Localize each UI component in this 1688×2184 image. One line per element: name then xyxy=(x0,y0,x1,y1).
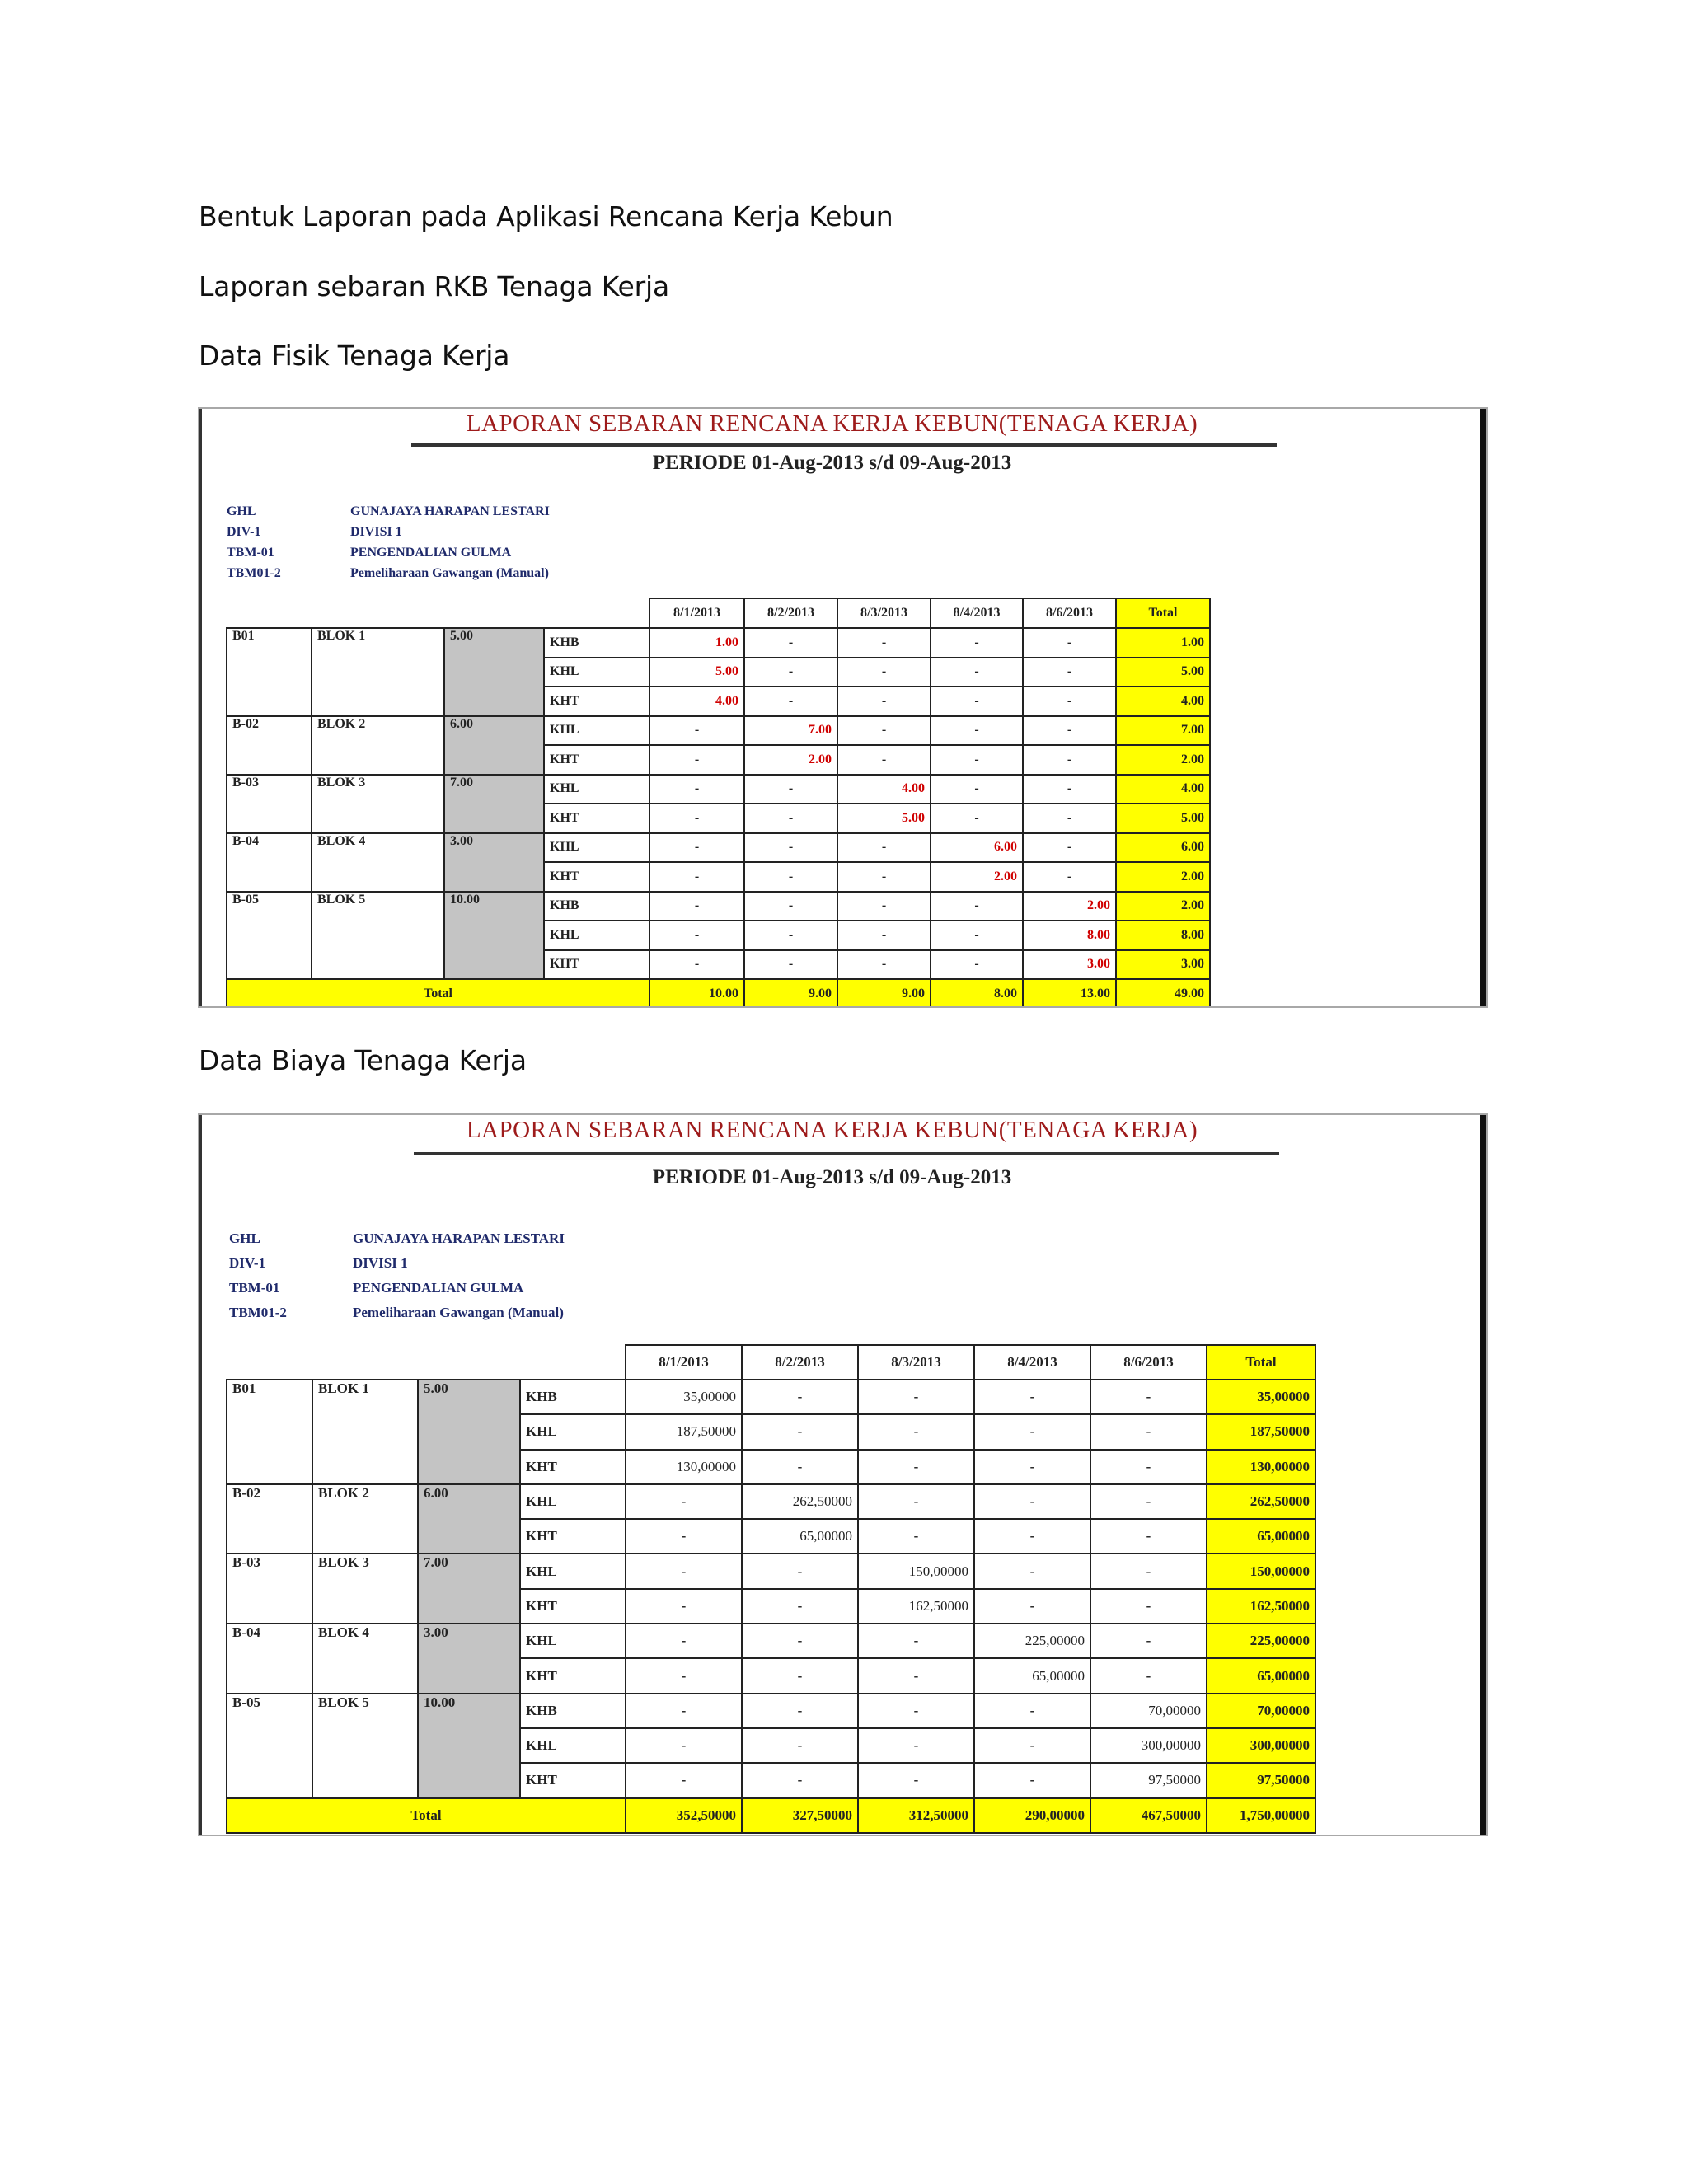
document-subheading: Laporan sebaran RKB Tenaga Kerja xyxy=(199,270,670,302)
report-title: LAPORAN SEBARAN RENCANA KERJA KEBUN(TENAGA KERJA) xyxy=(466,1117,1198,1143)
cell-value: - xyxy=(974,1519,1090,1554)
table-header-row xyxy=(227,598,1210,628)
meta-code: TBM-01 xyxy=(227,546,274,560)
cell-value: - xyxy=(649,716,744,746)
cell-value: - xyxy=(742,1658,858,1693)
row-total: 4.00 xyxy=(1116,775,1210,804)
cell-value: - xyxy=(744,950,837,980)
cell-value: - xyxy=(931,804,1023,833)
block-area: 7.00 xyxy=(444,775,544,833)
row-total: 65,00000 xyxy=(1207,1519,1315,1554)
cell-value: - xyxy=(931,921,1023,950)
labor-type: KHL xyxy=(544,833,649,863)
cell-value: - xyxy=(931,775,1023,804)
cell-value: - xyxy=(626,1658,742,1693)
header-date: 8/1/2013 xyxy=(649,598,744,628)
total-label: Total xyxy=(227,979,649,1008)
cell-value: - xyxy=(837,658,931,687)
report-title: LAPORAN SEBARAN RENCANA KERJA KEBUN(TENAGA KERJA) xyxy=(466,410,1198,437)
labor-type: KHT xyxy=(544,745,649,775)
block-area: 6.00 xyxy=(444,716,544,775)
cell-value: - xyxy=(742,1763,858,1797)
block-name: BLOK 3 xyxy=(312,1554,418,1624)
block-code: B-05 xyxy=(227,1694,312,1798)
cell-value: 262,50000 xyxy=(742,1484,858,1519)
labor-type: KHT xyxy=(544,804,649,833)
cell-value: - xyxy=(626,1624,742,1658)
table-row xyxy=(227,833,1210,863)
column-total: 9.00 xyxy=(837,979,931,1008)
cell-value: 35,00000 xyxy=(626,1380,742,1414)
column-total: 352,50000 xyxy=(626,1798,742,1833)
column-total: 290,00000 xyxy=(974,1798,1090,1833)
labor-type: KHT xyxy=(520,1658,626,1693)
header-spacer xyxy=(227,598,649,628)
report-frame-left xyxy=(199,1115,202,1835)
title-rule xyxy=(414,1152,1279,1155)
table-row xyxy=(227,628,1210,658)
row-total: 225,00000 xyxy=(1207,1624,1315,1658)
cell-value: - xyxy=(837,833,931,863)
header-date: 8/2/2013 xyxy=(742,1345,858,1380)
cell-value: - xyxy=(1023,804,1116,833)
block-code: B-02 xyxy=(227,1484,312,1554)
cell-value: - xyxy=(744,921,837,950)
cell-value: - xyxy=(649,921,744,950)
meta-code: GHL xyxy=(227,504,256,518)
meta-name: DIVISI 1 xyxy=(353,1255,408,1271)
block-code: B01 xyxy=(227,628,312,716)
cell-value: - xyxy=(649,892,744,921)
labor-type: KHT xyxy=(544,950,649,980)
cell-value: 300,00000 xyxy=(1090,1728,1207,1763)
labor-type: KHT xyxy=(544,862,649,892)
cell-value: - xyxy=(649,804,744,833)
cell-value: - xyxy=(1090,1450,1207,1484)
table-row xyxy=(227,1380,1315,1414)
cell-value: - xyxy=(742,1414,858,1449)
cell-value: - xyxy=(1090,1519,1207,1554)
row-total: 4.00 xyxy=(1116,687,1210,716)
cell-value: 5.00 xyxy=(649,658,744,687)
block-area: 3.00 xyxy=(444,833,544,892)
meta-code: DIV-1 xyxy=(227,525,261,539)
cell-value: - xyxy=(837,892,931,921)
labor-type: KHL xyxy=(520,1414,626,1449)
cell-value: - xyxy=(858,1658,974,1693)
meta-name: Pemeliharaan Gawangan (Manual) xyxy=(350,566,549,580)
labor-type: KHT xyxy=(520,1450,626,1484)
cell-value: - xyxy=(1090,1624,1207,1658)
cell-value: 162,50000 xyxy=(858,1589,974,1624)
cell-value: - xyxy=(837,687,931,716)
cell-value: 150,00000 xyxy=(858,1554,974,1588)
cell-value: 2.00 xyxy=(744,745,837,775)
block-code: B-03 xyxy=(227,1554,312,1624)
labor-type: KHT xyxy=(520,1763,626,1797)
cell-value: - xyxy=(1023,745,1116,775)
cell-value: - xyxy=(744,804,837,833)
row-total: 150,00000 xyxy=(1207,1554,1315,1588)
totals-row xyxy=(227,1798,1315,1833)
cell-value: - xyxy=(858,1728,974,1763)
row-total: 8.00 xyxy=(1116,921,1210,950)
cell-value: - xyxy=(974,1589,1090,1624)
meta-name: Pemeliharaan Gawangan (Manual) xyxy=(353,1305,564,1320)
total-label: Total xyxy=(227,1798,626,1833)
cell-value: - xyxy=(931,716,1023,746)
labor-type: KHL xyxy=(520,1624,626,1658)
cell-value: - xyxy=(931,892,1023,921)
block-name: BLOK 1 xyxy=(312,628,444,716)
cell-value: 3.00 xyxy=(1023,950,1116,980)
meta-code: DIV-1 xyxy=(229,1255,266,1271)
cell-value: - xyxy=(858,1484,974,1519)
header-date: 8/6/2013 xyxy=(1023,598,1116,628)
block-area: 5.00 xyxy=(418,1380,520,1484)
row-total: 5.00 xyxy=(1116,804,1210,833)
header-date: 8/2/2013 xyxy=(744,598,837,628)
cell-value: 97,50000 xyxy=(1090,1763,1207,1797)
block-code: B-03 xyxy=(227,775,312,833)
cell-value: 65,00000 xyxy=(742,1519,858,1554)
report-frame-right xyxy=(1480,1115,1486,1835)
labor-type: KHT xyxy=(520,1589,626,1624)
report-period: PERIODE 01-Aug-2013 s/d 09-Aug-2013 xyxy=(652,1166,1012,1188)
table-row xyxy=(227,1554,1315,1588)
meta-name: PENGENDALIAN GULMA xyxy=(350,546,512,560)
cell-value: 70,00000 xyxy=(1090,1694,1207,1728)
cell-value: - xyxy=(742,1589,858,1624)
cell-value: - xyxy=(974,1554,1090,1588)
cell-value: - xyxy=(931,950,1023,980)
column-total: 13.00 xyxy=(1023,979,1116,1008)
grand-total: 1,750,00000 xyxy=(1207,1798,1315,1833)
cell-value: - xyxy=(626,1554,742,1588)
cell-value: - xyxy=(974,1728,1090,1763)
cell-value: - xyxy=(649,950,744,980)
report-period: PERIODE 01-Aug-2013 s/d 09-Aug-2013 xyxy=(652,452,1012,474)
cell-value: - xyxy=(744,628,837,658)
title-rule xyxy=(411,443,1277,447)
block-area: 10.00 xyxy=(418,1694,520,1798)
labor-type: KHT xyxy=(520,1519,626,1554)
labor-type: KHB xyxy=(520,1380,626,1414)
report-biaya xyxy=(198,1113,1488,1836)
row-total: 162,50000 xyxy=(1207,1589,1315,1624)
totals-row xyxy=(227,979,1210,1008)
cell-value: - xyxy=(1090,1554,1207,1588)
row-total: 3.00 xyxy=(1116,950,1210,980)
block-name: BLOK 1 xyxy=(312,1380,418,1484)
cell-value: 4.00 xyxy=(837,775,931,804)
meta-code: TBM-01 xyxy=(229,1280,280,1296)
row-total: 35,00000 xyxy=(1207,1380,1315,1414)
cell-value: - xyxy=(626,1484,742,1519)
cell-value: - xyxy=(837,921,931,950)
cell-value: - xyxy=(649,775,744,804)
cell-value: - xyxy=(1023,628,1116,658)
labor-type: KHL xyxy=(544,716,649,746)
cell-value: - xyxy=(626,1694,742,1728)
cell-value: - xyxy=(1023,687,1116,716)
cell-value: - xyxy=(858,1450,974,1484)
report-frame-left xyxy=(199,409,202,1006)
cell-value: - xyxy=(1023,862,1116,892)
cell-value: - xyxy=(1023,716,1116,746)
column-total: 312,50000 xyxy=(858,1798,974,1833)
report-fisik xyxy=(198,407,1488,1008)
cell-value: - xyxy=(744,833,837,863)
row-total: 6.00 xyxy=(1116,833,1210,863)
fisik-table xyxy=(226,598,1211,1008)
row-total: 262,50000 xyxy=(1207,1484,1315,1519)
labor-type: KHB xyxy=(520,1694,626,1728)
cell-value: - xyxy=(858,1763,974,1797)
block-area: 7.00 xyxy=(418,1554,520,1624)
cell-value: - xyxy=(744,862,837,892)
cell-value: - xyxy=(1023,775,1116,804)
cell-value: - xyxy=(649,862,744,892)
row-total: 97,50000 xyxy=(1207,1763,1315,1797)
meta-code: TBM01-2 xyxy=(229,1305,287,1320)
table-row xyxy=(227,775,1210,804)
cell-value: 6.00 xyxy=(931,833,1023,863)
cell-value: - xyxy=(744,892,837,921)
labor-type: KHL xyxy=(544,921,649,950)
cell-value: - xyxy=(742,1694,858,1728)
header-date: 8/1/2013 xyxy=(626,1345,742,1380)
header-date: 8/6/2013 xyxy=(1090,1345,1207,1380)
cell-value: - xyxy=(931,658,1023,687)
header-date: 8/4/2013 xyxy=(974,1345,1090,1380)
header-date: 8/3/2013 xyxy=(858,1345,974,1380)
cell-value: 65,00000 xyxy=(974,1658,1090,1693)
cell-value: 7.00 xyxy=(744,716,837,746)
cell-value: - xyxy=(974,1694,1090,1728)
cell-value: - xyxy=(858,1519,974,1554)
labor-type: KHB xyxy=(544,892,649,921)
row-total: 2.00 xyxy=(1116,745,1210,775)
block-area: 3.00 xyxy=(418,1624,520,1694)
meta-name: PENGENDALIAN GULMA xyxy=(353,1280,524,1296)
block-code: B-05 xyxy=(227,892,312,980)
cell-value: 225,00000 xyxy=(974,1624,1090,1658)
cell-value: - xyxy=(742,1728,858,1763)
cell-value: - xyxy=(837,716,931,746)
cell-value: - xyxy=(858,1414,974,1449)
block-area: 10.00 xyxy=(444,892,544,980)
cell-value: 2.00 xyxy=(1023,892,1116,921)
cell-value: - xyxy=(626,1763,742,1797)
meta-name: GUNAJAYA HARAPAN LESTARI xyxy=(353,1230,565,1246)
table-row xyxy=(227,716,1210,746)
cell-value: - xyxy=(858,1694,974,1728)
column-total: 467,50000 xyxy=(1090,1798,1207,1833)
row-total: 7.00 xyxy=(1116,716,1210,746)
cell-value: - xyxy=(974,1450,1090,1484)
block-name: BLOK 5 xyxy=(312,892,444,980)
cell-value: - xyxy=(931,628,1023,658)
cell-value: - xyxy=(744,687,837,716)
cell-value: 2.00 xyxy=(931,862,1023,892)
row-total: 187,50000 xyxy=(1207,1414,1315,1449)
cell-value: 130,00000 xyxy=(626,1450,742,1484)
meta-name: GUNAJAYA HARAPAN LESTARI xyxy=(350,504,550,518)
cell-value: - xyxy=(744,775,837,804)
row-total: 130,00000 xyxy=(1207,1450,1315,1484)
cell-value: 1.00 xyxy=(649,628,744,658)
cell-value: 187,50000 xyxy=(626,1414,742,1449)
block-area: 6.00 xyxy=(418,1484,520,1554)
cell-value: - xyxy=(931,687,1023,716)
cell-value: - xyxy=(837,950,931,980)
cell-value: - xyxy=(974,1763,1090,1797)
cell-value: - xyxy=(837,628,931,658)
table-row xyxy=(227,1694,1315,1728)
row-total: 5.00 xyxy=(1116,658,1210,687)
table-header-row xyxy=(227,1345,1315,1380)
cell-value: - xyxy=(1090,1414,1207,1449)
section-title-fisik: Data Fisik Tenaga Kerja xyxy=(199,340,510,372)
cell-value: - xyxy=(858,1624,974,1658)
cell-value: - xyxy=(649,833,744,863)
block-code: B-04 xyxy=(227,833,312,892)
labor-type: KHL xyxy=(544,775,649,804)
cell-value: - xyxy=(858,1380,974,1414)
meta-code: GHL xyxy=(229,1230,260,1246)
cell-value: - xyxy=(742,1624,858,1658)
labor-type: KHL xyxy=(520,1484,626,1519)
header-total: Total xyxy=(1207,1345,1315,1380)
block-name: BLOK 2 xyxy=(312,1484,418,1554)
table-row xyxy=(227,1484,1315,1519)
biaya-table xyxy=(226,1344,1316,1834)
section-title-biaya: Data Biaya Tenaga Kerja xyxy=(199,1044,527,1076)
block-area: 5.00 xyxy=(444,628,544,716)
cell-value: - xyxy=(1023,833,1116,863)
cell-value: - xyxy=(626,1589,742,1624)
cell-value: - xyxy=(742,1554,858,1588)
cell-value: - xyxy=(837,862,931,892)
row-total: 65,00000 xyxy=(1207,1658,1315,1693)
cell-value: - xyxy=(974,1414,1090,1449)
cell-value: - xyxy=(742,1450,858,1484)
cell-value: - xyxy=(974,1484,1090,1519)
cell-value: - xyxy=(1090,1589,1207,1624)
cell-value: - xyxy=(1090,1380,1207,1414)
cell-value: - xyxy=(1023,658,1116,687)
header-date: 8/4/2013 xyxy=(931,598,1023,628)
document-heading: Bentuk Laporan pada Aplikasi Rencana Kerja Kebun xyxy=(199,200,893,232)
cell-value: 8.00 xyxy=(1023,921,1116,950)
labor-type: KHT xyxy=(544,687,649,716)
block-code: B-04 xyxy=(227,1624,312,1694)
block-name: BLOK 4 xyxy=(312,833,444,892)
block-name: BLOK 5 xyxy=(312,1694,418,1798)
cell-value: - xyxy=(931,745,1023,775)
table-row xyxy=(227,892,1210,921)
cell-value: - xyxy=(974,1380,1090,1414)
cell-value: - xyxy=(837,745,931,775)
block-name: BLOK 2 xyxy=(312,716,444,775)
row-total: 1.00 xyxy=(1116,628,1210,658)
row-total: 2.00 xyxy=(1116,892,1210,921)
cell-value: - xyxy=(742,1380,858,1414)
meta-name: DIVISI 1 xyxy=(350,525,402,539)
block-name: BLOK 4 xyxy=(312,1624,418,1694)
column-total: 8.00 xyxy=(931,979,1023,1008)
cell-value: 4.00 xyxy=(649,687,744,716)
table-row xyxy=(227,1624,1315,1658)
row-total: 2.00 xyxy=(1116,862,1210,892)
header-date: 8/3/2013 xyxy=(837,598,931,628)
block-code: B-02 xyxy=(227,716,312,775)
labor-type: KHL xyxy=(520,1554,626,1588)
cell-value: - xyxy=(626,1519,742,1554)
cell-value: - xyxy=(649,745,744,775)
cell-value: - xyxy=(1090,1484,1207,1519)
block-code: B01 xyxy=(227,1380,312,1484)
labor-type: KHL xyxy=(544,658,649,687)
meta-code: TBM01-2 xyxy=(227,566,281,580)
row-total: 70,00000 xyxy=(1207,1694,1315,1728)
labor-type: KHL xyxy=(520,1728,626,1763)
header-total: Total xyxy=(1116,598,1210,628)
cell-value: - xyxy=(626,1728,742,1763)
row-total: 300,00000 xyxy=(1207,1728,1315,1763)
column-total: 10.00 xyxy=(649,979,744,1008)
labor-type: KHB xyxy=(544,628,649,658)
cell-value: 5.00 xyxy=(837,804,931,833)
column-total: 9.00 xyxy=(744,979,837,1008)
grand-total: 49.00 xyxy=(1116,979,1210,1008)
column-total: 327,50000 xyxy=(742,1798,858,1833)
cell-value: - xyxy=(1090,1658,1207,1693)
cell-value: - xyxy=(744,658,837,687)
block-name: BLOK 3 xyxy=(312,775,444,833)
header-spacer xyxy=(227,1345,626,1380)
report-frame-right xyxy=(1480,409,1486,1006)
